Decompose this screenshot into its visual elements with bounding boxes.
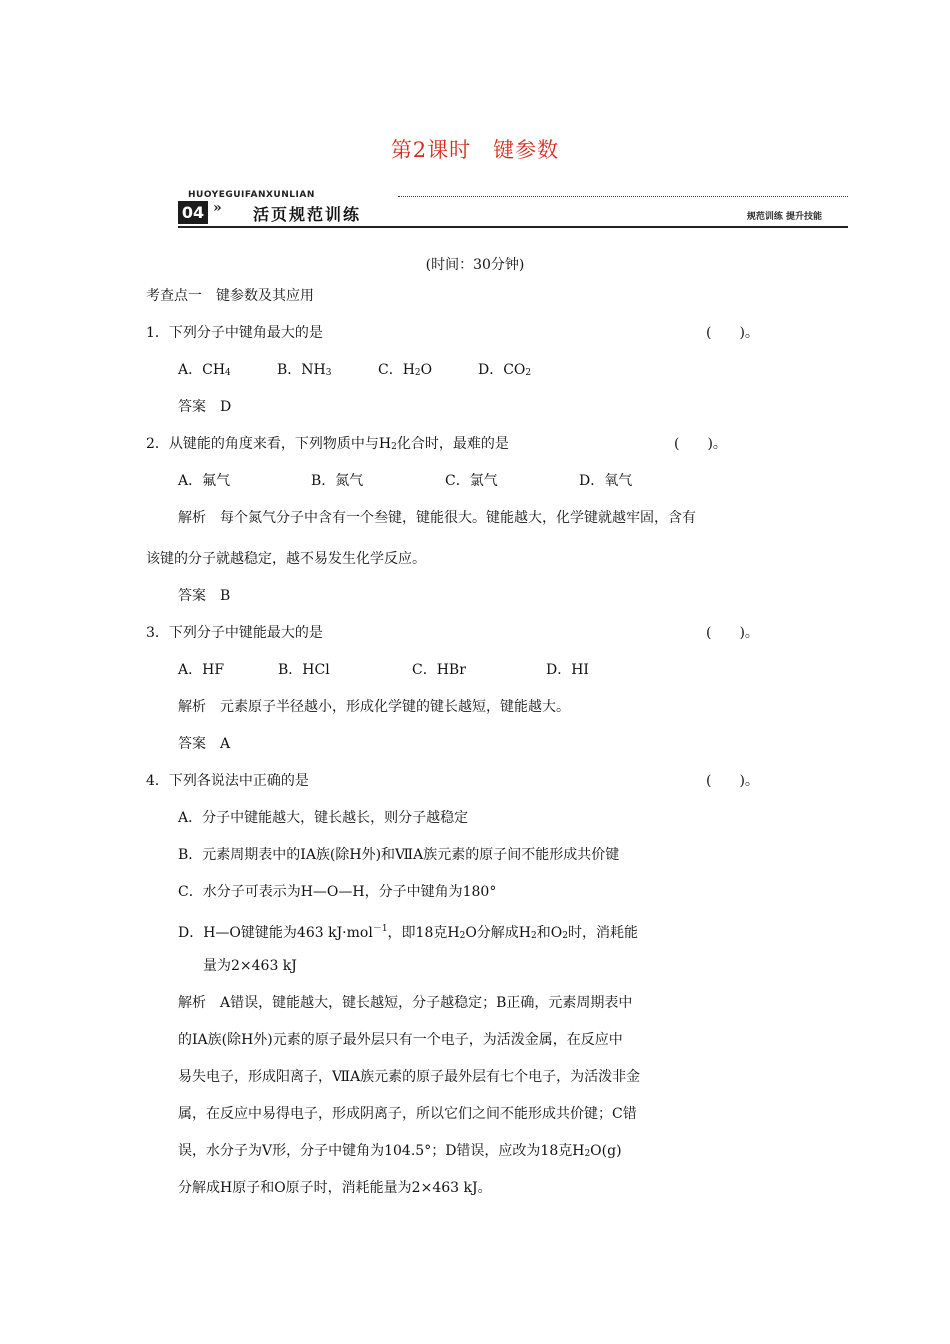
time-note: (时间：30分钟) (425, 257, 525, 273)
q2-option-b: B．氮气 (311, 473, 364, 489)
q4-stem: 4．下列各说法中正确的是 (146, 773, 309, 789)
q4-option-a: A．分子中键能越大，键长越长，则分子越稳定 (178, 810, 469, 826)
banner-pinyin: HUOYEGUIFANXUNLIAN (188, 190, 315, 200)
q4-analysis-line-4: 属，在反应中易得电子，形成阴离子，所以它们之间不能形成共价键；C错 (178, 1106, 637, 1122)
q2-option-c: C．氯气 (445, 473, 498, 489)
q1-stem: 1．下列分子中键角最大的是 (146, 325, 323, 341)
q4-option-c: C．水分子可表示为H—O—H，分子中键角为180° (178, 884, 497, 900)
q3-option-a: A．HF (178, 662, 225, 678)
q1-option-c: C．$H_2O$ (378, 362, 433, 378)
q4-analysis-line-5: 误，水分子为V形，分子中键角为104.5°；D错误，应改为18克$H_2O(g)$ (178, 1143, 622, 1159)
q1-option-d: D．$CO_2$ (478, 362, 532, 378)
q3-option-d: D．HI (546, 662, 589, 678)
q3-analysis: 解析 元素原子半径越小，形成化学键的键长越短，键能越大。 (178, 699, 570, 715)
q4-option-d: D．H—O键键能为463 kJ·mol$^{-1}$，即18克$H_2O$分解成$H_2$和$O_2$时，消耗能 (178, 924, 638, 941)
q1-answer-blank: ( )。 (706, 325, 759, 341)
q4-option-b: B．元素周期表中的ⅠA族(除H外)和ⅦA族元素的原子间不能形成共价键 (178, 847, 620, 863)
q2-option-d: D．氧气 (579, 473, 633, 489)
q4-answer-blank: ( )。 (706, 773, 759, 789)
banner-number: 04 (178, 201, 208, 224)
banner-slogan: 规范训练 提升技能 (746, 212, 822, 222)
q4-analysis-line-3: 易失电子，形成阳离子，ⅦA族元素的原子最外层有七个电子，为活泼非金 (178, 1069, 641, 1085)
q1-answer: 答案 D (178, 399, 232, 415)
q2-answer-blank: ( )。 (674, 436, 727, 452)
q3-option-c: C．HBr (412, 662, 466, 678)
q3-answer-blank: ( )。 (706, 625, 759, 641)
q4-analysis-line-2: 的ⅠA族(除H外)元素的原子最外层只有一个电子，为活泼金属，在反应中 (178, 1032, 623, 1048)
page-title: 第2课时 键参数 (390, 138, 560, 162)
section-heading: 考查点一 键参数及其应用 (146, 288, 314, 304)
q3-answer: 答案 A (178, 736, 231, 752)
banner-dotted-rule (398, 196, 848, 197)
q2-answer: 答案 B (178, 588, 231, 604)
chevron-icon: » (213, 200, 222, 216)
banner-title: 活页规范训练 (253, 205, 362, 224)
q2-stem: 2．从键能的角度来看，下列物质中与$H_2$化合时，最难的是 (146, 436, 509, 452)
q1-option-a: A．$CH_4$ (178, 362, 231, 378)
q3-option-b: B．HCl (278, 662, 330, 678)
q2-analysis-line-1: 解析 每个氮气分子中含有一个叁键，键能很大。键能越大，化学键就越牢固，含有 (178, 510, 696, 526)
q3-stem: 3．下列分子中键能最大的是 (146, 625, 323, 641)
q4-analysis-line-6: 分解成H原子和O原子时，消耗能量为2×463 kJ。 (178, 1180, 492, 1196)
q4-option-d-continued: 量为2×463 kJ (203, 958, 297, 974)
q2-analysis-line-2: 该键的分子就越稳定，越不易发生化学反应。 (146, 551, 426, 567)
q1-option-b: B．$NH_3$ (277, 362, 332, 378)
q4-analysis-line-1: 解析 A错误，键能越大，键长越短，分子越稳定；B正确，元素周期表中 (178, 995, 633, 1011)
q2-option-a: A．氟气 (178, 473, 231, 489)
banner-rule (178, 226, 848, 228)
section-banner (178, 190, 848, 230)
